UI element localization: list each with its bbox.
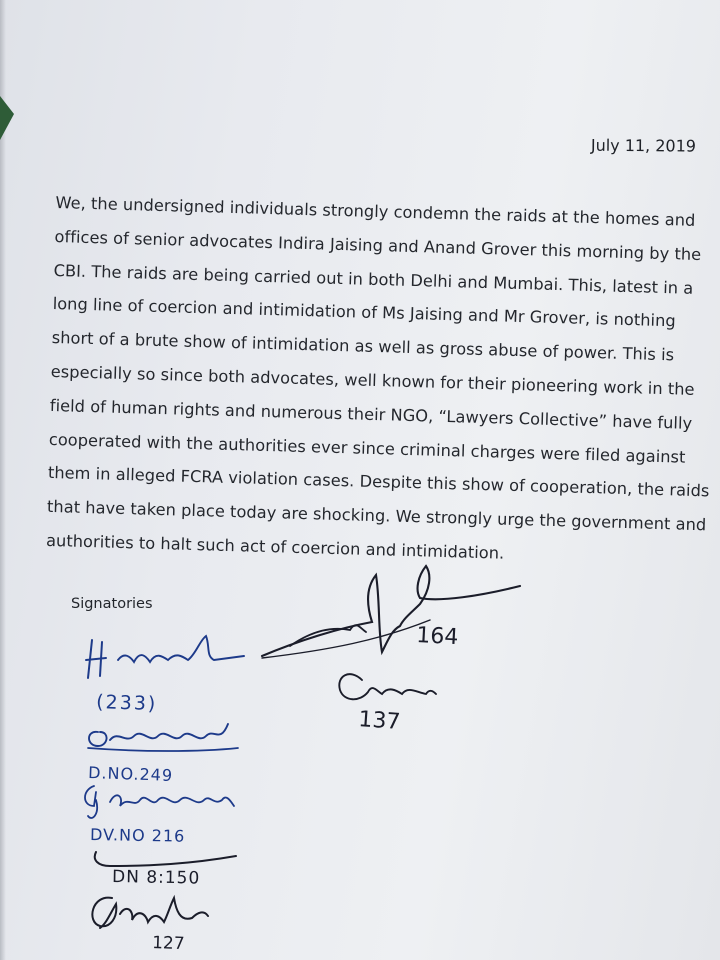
body-line: CBI. The raids are being carried out in both Delhi and Mumbai. This, latest in a (53, 260, 694, 298)
signatory-number: DN 8:150 (111, 867, 201, 889)
letter-date: July 11, 2019 (590, 135, 697, 156)
signature-right-2 (339, 674, 436, 735)
signature-left-1 (86, 636, 244, 715)
body-line: long line of coercion and intimidation of Ms Jaising and Mr Grover, is nothing (52, 294, 676, 331)
body-line: cooperated with the authorities ever since criminal charges were filed against (48, 429, 686, 467)
body-line: field of human rights and numerous their NGO, “Lawyers Collective” have fully (49, 395, 693, 433)
body-line: offices of senior advocates Indira Jaising and Anand Grover this morning by the (54, 226, 702, 264)
signatory-number: DV.NO 216 (89, 825, 186, 846)
signature-right-1 (262, 566, 520, 658)
body-line: them in alleged FCRA violation cases. Despite this show of cooperation, the raids (47, 463, 710, 501)
body-line: We, the undersigned individuals strongly condemn the raids at the homes and (55, 192, 696, 230)
signature-left-4 (95, 852, 236, 889)
body-line: especially so since both advocates, well known for their pioneering work in the (50, 361, 695, 399)
signature-left-5 (92, 898, 208, 955)
signatory-number: 137 (357, 707, 402, 735)
signatory-number: (233) (95, 691, 158, 716)
signature-left-3 (85, 786, 234, 846)
body-line: short of a brute show of intimidation as well as gross abuse of power. This is (51, 328, 675, 365)
signatory-number: 127 (151, 933, 185, 955)
body-line: that have taken place today are shocking. We strongly urge the government and (46, 497, 707, 535)
signatory-number: D.NO.249 (87, 763, 174, 785)
signature-left-2 (88, 724, 238, 785)
signatory-number: 164 (415, 623, 459, 651)
signatories-label: Signatories (71, 596, 153, 612)
body-line: authorities to halt such act of coercion and intimidation. (45, 530, 505, 563)
